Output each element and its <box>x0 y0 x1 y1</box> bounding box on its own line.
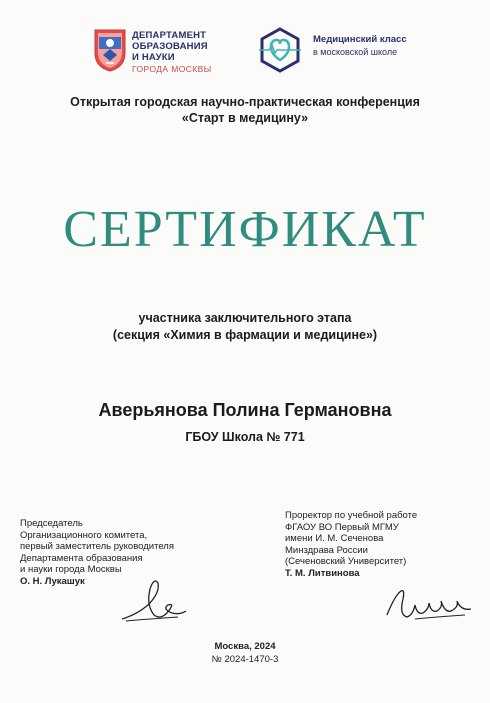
signatory-right-line: (Сеченовский Университет) <box>285 556 407 567</box>
certificate-footer <box>0 640 490 666</box>
dept-line-3: И НАУКИ <box>132 52 175 63</box>
signatory-left-name: О. Н. Лукашук <box>20 575 85 587</box>
med-class-subtitle: в московской школе <box>313 47 398 57</box>
moscow-emblem-icon <box>92 27 128 73</box>
recipient-school: ГБОУ Школа № 771 <box>185 430 305 444</box>
signatory-left-line: и науки города Москвы <box>20 564 122 575</box>
signatory-right-line: ФГАОУ ВО Первый МГМУ <box>285 521 399 533</box>
signature-right <box>385 585 475 625</box>
heart-hexagon-icon <box>255 25 305 75</box>
recipient-name: Аверьянова Полина Германовна <box>98 400 392 420</box>
dept-name <box>132 30 212 75</box>
signatory-left-line: Председатель <box>20 518 83 529</box>
signatory-right-name: Т. М. Литвинова <box>285 567 360 579</box>
place-date: Москва, 2024 <box>214 641 276 652</box>
signatory-left-line: Департамента образования <box>20 552 143 564</box>
signature-left <box>118 575 188 625</box>
conference-title <box>0 94 490 126</box>
participant-description <box>0 310 490 344</box>
dept-city: ГОРОДА МОСКВЫ <box>132 64 212 74</box>
signatory-left-line: Организационного комитета, <box>20 529 148 541</box>
conference-line-1: Открытая городская научно-практическая конференция <box>70 95 420 109</box>
signatory-right <box>285 510 417 579</box>
participant-line-1: участника заключительного этапа <box>138 311 352 325</box>
signatory-right-line: Проректор по учебной работе <box>285 510 418 521</box>
certificate-number: № 2024-1470-3 <box>211 654 279 665</box>
conference-line-2: «Старт в медицину» <box>181 111 309 125</box>
dept-logo <box>92 27 232 79</box>
participant-line-2: (секция «Химия в фармации и медицине») <box>112 328 378 342</box>
med-class-logo <box>255 25 435 77</box>
signatory-left-line: первый заместитель руководителя <box>20 541 174 552</box>
certificate-title: СЕРТИФИКАТ <box>63 201 427 258</box>
signatory-right-line: имени И. М. Сеченова <box>285 533 384 544</box>
signatory-right-line: Минздрава России <box>285 544 368 556</box>
dept-line-1: ДЕПАРТАМЕНТ <box>132 30 207 41</box>
med-class-title: Медицинский класс <box>313 34 407 45</box>
dept-line-2: ОБРАЗОВАНИЯ <box>132 41 208 52</box>
